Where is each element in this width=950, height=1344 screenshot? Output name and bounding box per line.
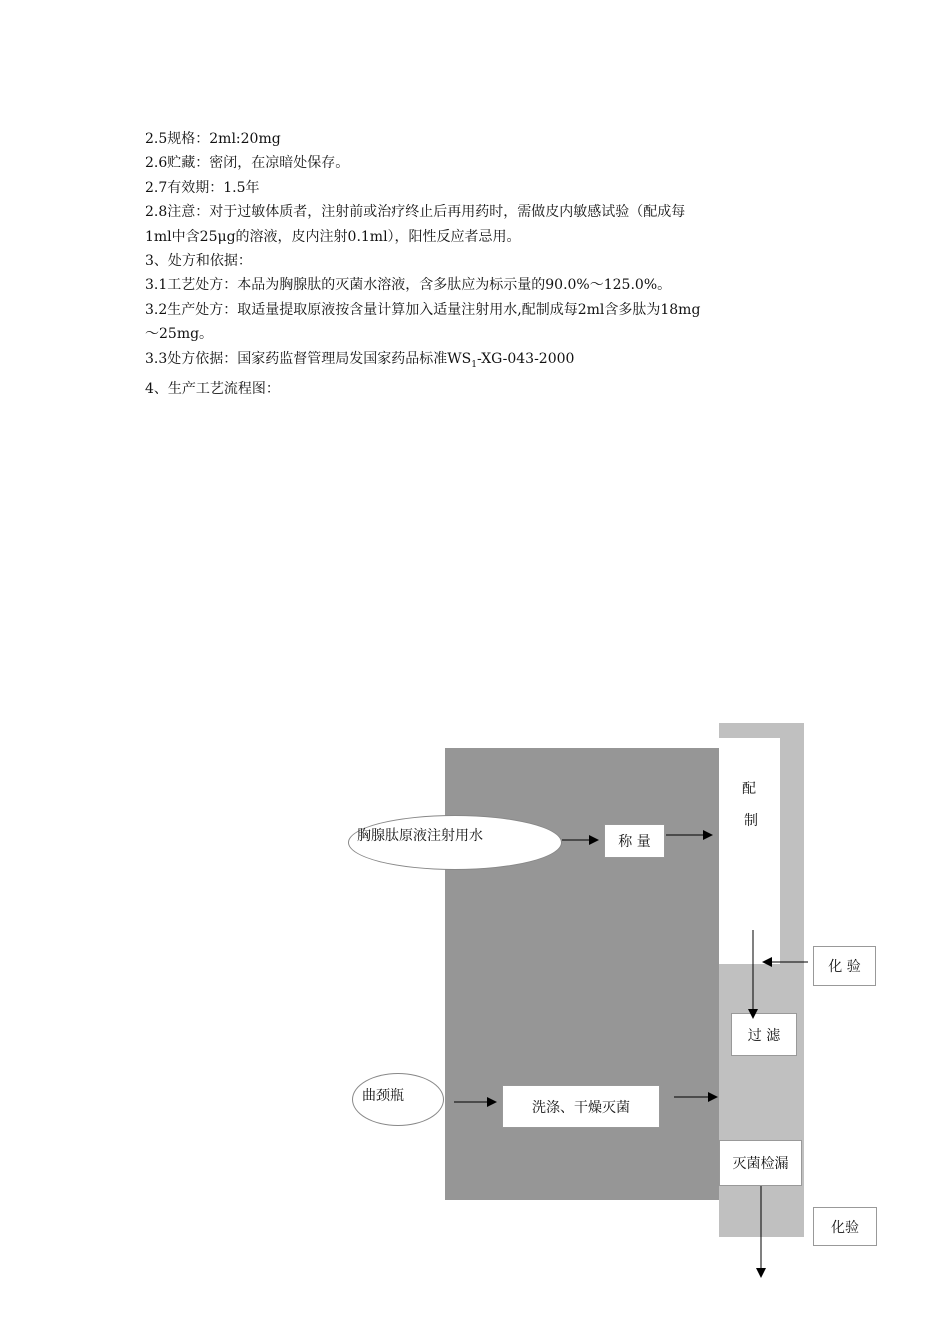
caution-line-1: 2.8注意：对于过敏体质者，注射前或治疗终止后再用药时，需做皮内敏感试验（配成每 [145,204,686,221]
sterilize-label: 灭菌检漏 [732,1156,789,1172]
formula-basis-text: 3.3处方依据：国家药监督管理局发国家药品标准WS [145,350,472,367]
process-formula-line: 3.1工艺处方：本品为胸腺肽的灭菌水溶液，含多肽应为标示量的90.0%～125.0%。 [145,277,672,294]
weigh-label: 称 量 [618,834,651,850]
prepare-label-2: 制 [744,813,758,829]
spec-line: 2.5规格：2ml:20mg [145,131,281,147]
prepare-label-1: 配 [742,781,756,797]
section-heading-3: 3、处方和依据： [145,253,252,270]
wash-label: 洗涤、干燥灭菌 [532,1099,630,1116]
test-label-1: 化 验 [828,959,861,975]
bottle-label: 曲颈瓶 [362,1088,404,1104]
formula-basis-subscript: 1 [471,359,477,370]
caution-line-2: 1ml中含25μg的溶液，皮内注射0.1ml），阳性反应者忌用。 [145,228,521,245]
validity-line: 2.7有效期：1.5年 [145,179,260,196]
formula-basis-code: -XG-043-2000 [476,350,575,367]
section-heading-4: 4、生产工艺流程图： [145,380,280,397]
production-formula-line-2: ～25mg。 [145,326,214,343]
raw-material-label: 胸腺肽原液注射用水 [357,828,483,844]
filter-label: 过 滤 [747,1027,781,1044]
production-formula-line-1: 3.2生产处方：取适量提取原液按含量计算加入适量注射用水,配制成每2ml含多肽为18mg [145,301,701,318]
test-label-2: 化验 [831,1219,859,1236]
storage-line: 2.6贮藏：密闭，在凉暗处保存。 [145,155,350,172]
